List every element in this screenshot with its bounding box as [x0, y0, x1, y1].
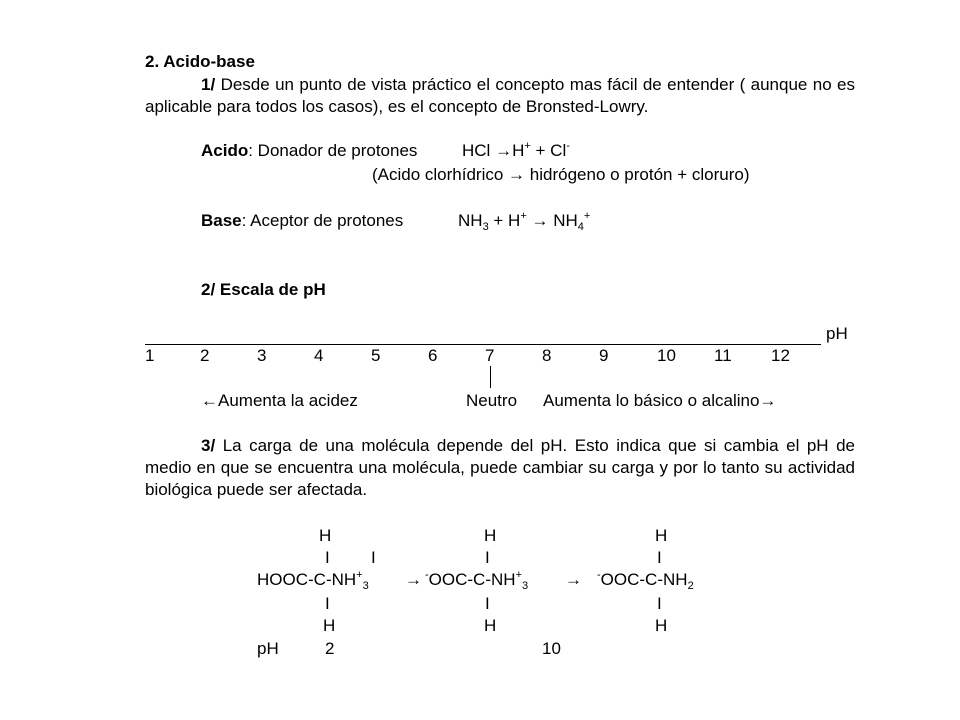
alkalinity-caption: Aumenta lo básico o alcalino→	[543, 391, 777, 410]
ph-number-1: 1	[145, 346, 155, 365]
acid-eq-h-charge: +	[524, 140, 531, 152]
s1-top-bond: I	[325, 548, 330, 567]
ph-number-10: 10	[657, 346, 676, 365]
s3-top-hydrogen: H	[655, 526, 668, 545]
s1-top-hydrogen: H	[319, 526, 332, 545]
s3-subscript: 2	[687, 580, 694, 592]
ph-number-5: 5	[371, 346, 381, 365]
s3-main-text: OOC-C-NH	[600, 570, 688, 589]
structures-ph-value-1: 2	[325, 639, 335, 658]
point-1-label: 1/	[201, 75, 216, 94]
acid-equation	[462, 141, 570, 161]
s2-top-bond: I	[485, 548, 490, 567]
base-eq-arrow: →	[526, 211, 554, 230]
s1-bottom-bond: I	[325, 594, 330, 613]
s3-bottom-bond: I	[657, 594, 662, 613]
point-2-heading: 2/ Escala de pH	[201, 280, 326, 299]
s3-charge-minus: -	[597, 569, 601, 581]
acid-eq-hcl: HCl	[462, 141, 491, 160]
s1-subscript: 3	[362, 580, 369, 592]
structures-ph-value-2: 10	[542, 639, 561, 658]
base-definition	[201, 211, 403, 231]
base-eq-nh: NH	[458, 211, 483, 230]
point-3-label: 3/	[201, 436, 216, 455]
section-title-text: Acido-base	[163, 52, 255, 71]
acid-eq-cl-charge: -	[566, 140, 570, 152]
structure-3	[597, 570, 694, 590]
acid-eq-cl: + Cl	[530, 141, 567, 160]
s2-main-text: OOC-C-NH	[428, 570, 516, 589]
point-1-paragraph	[145, 74, 855, 118]
point-1-text: Desde un punto de vista práctico el concepto mas fácil de entender ( aunque no es aplicable para todos los casos), es el concepto de Bronsted-Lowry.	[145, 75, 855, 116]
s3-top-bond: I	[657, 548, 662, 567]
base-eq-h-charge: +	[520, 210, 527, 222]
base-eq-plus-h: + H	[488, 211, 521, 230]
ph-scale-line	[145, 344, 821, 345]
ph-number-7: 7	[485, 346, 495, 365]
ph-number-12: 12	[771, 346, 790, 365]
point-3-text: La carga de una molécula depende del pH. Esto indica que si cambia el pH de medio en que se encuentra una molécula, puede cambiar su carga y por lo tanto su actividad biológica puede ser afectada.	[145, 436, 855, 499]
ph-scale-end-label: pH	[826, 324, 848, 343]
acid-eq-arrow: →	[495, 141, 513, 160]
base-eq-sub4: 4	[577, 221, 584, 233]
ph-number-2: 2	[200, 346, 210, 365]
base-eq-nh4-charge: +	[583, 210, 591, 222]
ph-number-4: 4	[314, 346, 324, 365]
section-title	[145, 52, 255, 72]
structure-2	[425, 570, 528, 590]
section-number: 2.	[145, 52, 160, 71]
neutral-tick-mark	[490, 366, 491, 388]
acid-eq-h: H	[512, 141, 525, 160]
s2-bottom-hydrogen: H	[484, 616, 497, 635]
base-definition-text: : Aceptor de protones	[241, 211, 404, 230]
ph-number-6: 6	[428, 346, 438, 365]
structure-1	[257, 570, 369, 590]
ph-number-3: 3	[257, 346, 267, 365]
s2-charge-minus: -	[425, 569, 429, 581]
ph-number-9: 9	[599, 346, 609, 365]
ph-number-8: 8	[542, 346, 552, 365]
structures-ph-label: pH	[257, 639, 279, 658]
s1-extra-bond: I	[371, 548, 376, 567]
ph-number-11: 11	[714, 346, 732, 365]
s2-charge-plus: +	[515, 569, 522, 581]
reaction-arrow-1: →	[405, 570, 422, 589]
point-3-paragraph	[145, 435, 855, 501]
reaction-arrow-2: →	[565, 570, 582, 589]
acid-term: Acido	[201, 141, 249, 160]
s1-bottom-hydrogen: H	[323, 616, 336, 635]
base-equation	[458, 211, 590, 231]
acidity-caption: ←Aumenta la acidez	[201, 391, 358, 410]
s2-bottom-bond: I	[485, 594, 490, 613]
neutral-caption: Neutro	[466, 391, 518, 410]
s1-main-text: HOOC-C-NH	[257, 570, 357, 589]
base-eq-sub3: 3	[482, 221, 489, 233]
s2-subscript: 3	[522, 580, 529, 592]
s1-charge: +	[356, 569, 363, 581]
base-eq-nh4: NH	[553, 211, 578, 230]
acid-explanation: (Acido clorhídrico → hidrógeno o protón + cloruro)	[372, 165, 750, 184]
base-term: Base	[201, 211, 242, 230]
s2-top-hydrogen: H	[484, 526, 497, 545]
s3-bottom-hydrogen: H	[655, 616, 668, 635]
acid-definition-text: : Donador de protones	[248, 141, 418, 160]
acid-definition	[201, 141, 417, 161]
